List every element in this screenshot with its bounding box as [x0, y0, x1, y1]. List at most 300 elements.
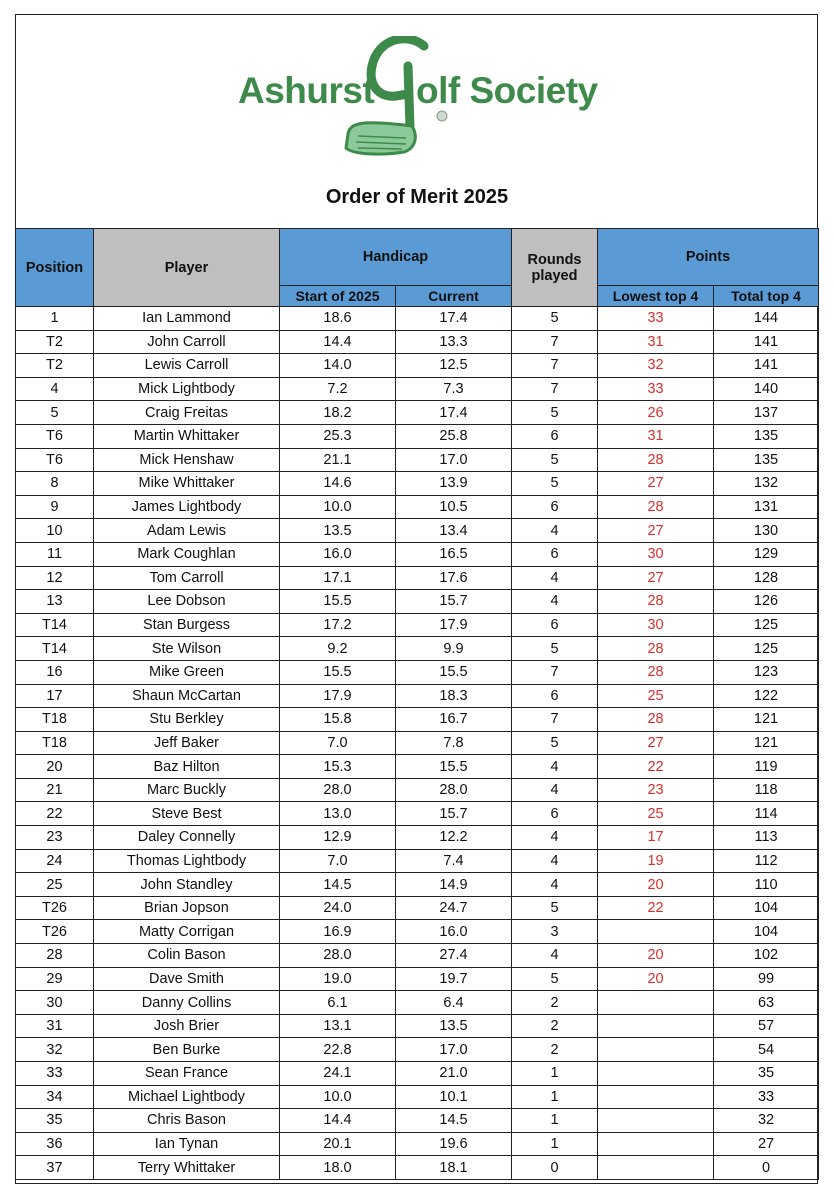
cell-handicap-start: 20.1 — [280, 1132, 396, 1156]
table-row — [16, 826, 819, 850]
cell-total-top-4: 144 — [714, 307, 819, 331]
cell-total-top-4: 99 — [714, 967, 819, 991]
cell-handicap-current: 19.7 — [396, 967, 512, 991]
cell-handicap-current: 7.4 — [396, 849, 512, 873]
cell-lowest-top-4 — [598, 1014, 714, 1038]
cell-position: T26 — [16, 920, 94, 944]
cell-handicap-current: 19.6 — [396, 1132, 512, 1156]
cell-position: T14 — [16, 637, 94, 661]
cell-rounds: 5 — [512, 637, 598, 661]
cell-lowest-top-4: 27 — [598, 519, 714, 543]
cell-position: 17 — [16, 684, 94, 708]
page-title: Order of Merit 2025 — [325, 186, 509, 208]
cell-total-top-4: 135 — [714, 424, 819, 448]
table-row — [16, 354, 819, 378]
cell-handicap-start: 28.0 — [280, 944, 396, 968]
cell-total-top-4: 114 — [714, 802, 819, 826]
cell-handicap-start: 24.1 — [280, 1062, 396, 1086]
cell-player: Mick Henshaw — [94, 448, 280, 472]
cell-position: 22 — [16, 802, 94, 826]
cell-lowest-top-4 — [598, 1156, 714, 1180]
cell-handicap-start: 16.0 — [280, 542, 396, 566]
cell-total-top-4: 132 — [714, 472, 819, 496]
cell-lowest-top-4 — [598, 1085, 714, 1109]
table-row — [16, 1156, 819, 1180]
cell-position: 10 — [16, 519, 94, 543]
cell-lowest-top-4: 28 — [598, 448, 714, 472]
cell-handicap-start: 18.6 — [280, 307, 396, 331]
cell-player: Daley Connelly — [94, 826, 280, 850]
cell-position: 37 — [16, 1156, 94, 1180]
cell-lowest-top-4: 25 — [598, 684, 714, 708]
table-row — [16, 684, 819, 708]
table-row — [16, 519, 819, 543]
cell-handicap-current: 27.4 — [396, 944, 512, 968]
cell-player: Lewis Carroll — [94, 354, 280, 378]
cell-lowest-top-4: 20 — [598, 944, 714, 968]
cell-total-top-4: 121 — [714, 731, 819, 755]
table-row — [16, 448, 819, 472]
cell-handicap-current: 12.2 — [396, 826, 512, 850]
table-row — [16, 967, 819, 991]
cell-total-top-4: 126 — [714, 590, 819, 614]
cell-lowest-top-4: 27 — [598, 472, 714, 496]
cell-total-top-4: 137 — [714, 401, 819, 425]
cell-position: T6 — [16, 448, 94, 472]
table-row — [16, 708, 819, 732]
cell-position: 11 — [16, 542, 94, 566]
cell-handicap-current: 14.5 — [396, 1109, 512, 1133]
cell-handicap-current: 15.7 — [396, 802, 512, 826]
cell-total-top-4: 113 — [714, 826, 819, 850]
table-row — [16, 1109, 819, 1133]
cell-rounds: 4 — [512, 755, 598, 779]
table-row — [16, 495, 819, 519]
cell-total-top-4: 125 — [714, 613, 819, 637]
cell-total-top-4: 140 — [714, 377, 819, 401]
cell-rounds: 4 — [512, 590, 598, 614]
cell-handicap-current: 16.5 — [396, 542, 512, 566]
cell-player: John Carroll — [94, 330, 280, 354]
cell-player: Shaun McCartan — [94, 684, 280, 708]
cell-rounds: 4 — [512, 826, 598, 850]
table-row — [16, 542, 819, 566]
cell-handicap-current: 16.7 — [396, 708, 512, 732]
cell-handicap-current: 10.5 — [396, 495, 512, 519]
cell-player: Michael Lightbody — [94, 1085, 280, 1109]
cell-total-top-4: 125 — [714, 637, 819, 661]
cell-handicap-current: 16.0 — [396, 920, 512, 944]
cell-player: Josh Brier — [94, 1014, 280, 1038]
cell-handicap-current: 13.9 — [396, 472, 512, 496]
cell-rounds: 2 — [512, 991, 598, 1015]
cell-handicap-start: 7.2 — [280, 377, 396, 401]
table-row — [16, 637, 819, 661]
cell-position: 30 — [16, 991, 94, 1015]
cell-rounds: 7 — [512, 330, 598, 354]
cell-lowest-top-4: 20 — [598, 967, 714, 991]
table-row — [16, 755, 819, 779]
cell-rounds: 7 — [512, 708, 598, 732]
cell-rounds: 0 — [512, 1156, 598, 1180]
table-row — [16, 377, 819, 401]
cell-total-top-4: 123 — [714, 660, 819, 684]
cell-handicap-start: 18.2 — [280, 401, 396, 425]
cell-handicap-start: 14.4 — [280, 1109, 396, 1133]
cell-player: Adam Lewis — [94, 519, 280, 543]
cell-total-top-4: 63 — [714, 991, 819, 1015]
header-total-top-4: Total top 4 — [714, 286, 819, 307]
cell-handicap-start: 7.0 — [280, 849, 396, 873]
order-of-merit-table — [15, 228, 819, 1180]
cell-handicap-current: 9.9 — [396, 637, 512, 661]
cell-handicap-current: 13.4 — [396, 519, 512, 543]
table-row — [16, 1038, 819, 1062]
cell-handicap-start: 15.5 — [280, 590, 396, 614]
cell-total-top-4: 128 — [714, 566, 819, 590]
cell-lowest-top-4: 32 — [598, 354, 714, 378]
cell-total-top-4: 0 — [714, 1156, 819, 1180]
cell-rounds: 2 — [512, 1014, 598, 1038]
cell-handicap-current: 17.6 — [396, 566, 512, 590]
cell-handicap-current: 21.0 — [396, 1062, 512, 1086]
table-row — [16, 1014, 819, 1038]
cell-rounds: 5 — [512, 967, 598, 991]
logo-text-golf-society: olf Society — [416, 70, 598, 111]
cell-total-top-4: 27 — [714, 1132, 819, 1156]
cell-total-top-4: 104 — [714, 920, 819, 944]
cell-handicap-current: 12.5 — [396, 354, 512, 378]
cell-lowest-top-4: 27 — [598, 566, 714, 590]
cell-handicap-current: 24.7 — [396, 896, 512, 920]
cell-player: Stan Burgess — [94, 613, 280, 637]
cell-rounds: 7 — [512, 377, 598, 401]
cell-rounds: 7 — [512, 660, 598, 684]
cell-handicap-start: 13.5 — [280, 519, 396, 543]
cell-handicap-start: 17.1 — [280, 566, 396, 590]
cell-rounds: 6 — [512, 684, 598, 708]
cell-handicap-start: 14.4 — [280, 330, 396, 354]
cell-handicap-current: 17.0 — [396, 448, 512, 472]
cell-player: Chris Bason — [94, 1109, 280, 1133]
logo-text-ashurst: Ashurst — [238, 70, 375, 111]
cell-handicap-current: 25.8 — [396, 424, 512, 448]
cell-total-top-4: 118 — [714, 778, 819, 802]
cell-handicap-start: 13.1 — [280, 1014, 396, 1038]
table-row — [16, 802, 819, 826]
cell-rounds: 6 — [512, 424, 598, 448]
cell-handicap-start: 15.5 — [280, 660, 396, 684]
cell-position: T2 — [16, 330, 94, 354]
cell-handicap-current: 7.3 — [396, 377, 512, 401]
cell-total-top-4: 110 — [714, 873, 819, 897]
cell-rounds: 5 — [512, 472, 598, 496]
cell-handicap-start: 7.0 — [280, 731, 396, 755]
cell-position: T14 — [16, 613, 94, 637]
header-player: Player — [94, 229, 280, 307]
table-row — [16, 920, 819, 944]
cell-lowest-top-4: 33 — [598, 377, 714, 401]
cell-rounds: 4 — [512, 566, 598, 590]
cell-player: Terry Whittaker — [94, 1156, 280, 1180]
cell-player: Baz Hilton — [94, 755, 280, 779]
cell-handicap-start: 9.2 — [280, 637, 396, 661]
table-row — [16, 424, 819, 448]
cell-handicap-current: 13.5 — [396, 1014, 512, 1038]
table-row — [16, 307, 819, 331]
cell-rounds: 5 — [512, 896, 598, 920]
cell-handicap-start: 14.5 — [280, 873, 396, 897]
cell-player: Danny Collins — [94, 991, 280, 1015]
cell-lowest-top-4: 26 — [598, 401, 714, 425]
table-row — [16, 401, 819, 425]
cell-position: 13 — [16, 590, 94, 614]
cell-handicap-current: 17.4 — [396, 307, 512, 331]
header-handicap: Handicap — [280, 229, 512, 286]
cell-lowest-top-4: 25 — [598, 802, 714, 826]
cell-total-top-4: 135 — [714, 448, 819, 472]
cell-rounds: 1 — [512, 1109, 598, 1133]
cell-position: 16 — [16, 660, 94, 684]
cell-handicap-start: 13.0 — [280, 802, 396, 826]
cell-total-top-4: 129 — [714, 542, 819, 566]
table-row — [16, 944, 819, 968]
cell-rounds: 4 — [512, 873, 598, 897]
cell-rounds: 4 — [512, 519, 598, 543]
cell-player: Thomas Lightbody — [94, 849, 280, 873]
cell-position: 32 — [16, 1038, 94, 1062]
cell-handicap-current: 13.3 — [396, 330, 512, 354]
cell-player: Mark Coughlan — [94, 542, 280, 566]
cell-position: 29 — [16, 967, 94, 991]
cell-rounds: 4 — [512, 849, 598, 873]
cell-total-top-4: 122 — [714, 684, 819, 708]
cell-handicap-current: 17.4 — [396, 401, 512, 425]
cell-total-top-4: 102 — [714, 944, 819, 968]
cell-total-top-4: 121 — [714, 708, 819, 732]
cell-player: Brian Jopson — [94, 896, 280, 920]
cell-rounds: 1 — [512, 1085, 598, 1109]
cell-lowest-top-4: 27 — [598, 731, 714, 755]
table-row — [16, 566, 819, 590]
cell-position: 9 — [16, 495, 94, 519]
cell-total-top-4: 130 — [714, 519, 819, 543]
cell-handicap-start: 12.9 — [280, 826, 396, 850]
cell-handicap-start: 14.0 — [280, 354, 396, 378]
cell-position: 1 — [16, 307, 94, 331]
table-row — [16, 472, 819, 496]
cell-rounds: 5 — [512, 401, 598, 425]
cell-rounds: 5 — [512, 448, 598, 472]
cell-lowest-top-4: 23 — [598, 778, 714, 802]
cell-total-top-4: 141 — [714, 330, 819, 354]
table-row — [16, 849, 819, 873]
cell-lowest-top-4: 30 — [598, 542, 714, 566]
cell-position: 34 — [16, 1085, 94, 1109]
header-position: Position — [16, 229, 94, 307]
cell-handicap-start: 19.0 — [280, 967, 396, 991]
cell-total-top-4: 141 — [714, 354, 819, 378]
table-row — [16, 613, 819, 637]
cell-handicap-current: 18.1 — [396, 1156, 512, 1180]
cell-player: Ian Tynan — [94, 1132, 280, 1156]
header-rounds-played — [512, 229, 598, 307]
cell-position: 21 — [16, 778, 94, 802]
society-logo — [238, 36, 598, 166]
cell-position: 25 — [16, 873, 94, 897]
cell-lowest-top-4: 20 — [598, 873, 714, 897]
table-row — [16, 1085, 819, 1109]
cell-lowest-top-4: 31 — [598, 424, 714, 448]
cell-handicap-start: 24.0 — [280, 896, 396, 920]
cell-handicap-current: 10.1 — [396, 1085, 512, 1109]
cell-player: Dave Smith — [94, 967, 280, 991]
cell-total-top-4: 131 — [714, 495, 819, 519]
cell-rounds: 1 — [512, 1132, 598, 1156]
cell-total-top-4: 54 — [714, 1038, 819, 1062]
cell-rounds: 2 — [512, 1038, 598, 1062]
cell-position: 20 — [16, 755, 94, 779]
cell-handicap-current: 15.7 — [396, 590, 512, 614]
cell-handicap-start: 10.0 — [280, 495, 396, 519]
cell-lowest-top-4 — [598, 1132, 714, 1156]
table-row — [16, 330, 819, 354]
cell-position: T26 — [16, 896, 94, 920]
cell-handicap-start: 17.9 — [280, 684, 396, 708]
cell-position: T18 — [16, 708, 94, 732]
cell-handicap-start: 15.8 — [280, 708, 396, 732]
cell-lowest-top-4 — [598, 920, 714, 944]
cell-player: Mike Green — [94, 660, 280, 684]
cell-rounds: 5 — [512, 731, 598, 755]
table-row — [16, 1062, 819, 1086]
cell-lowest-top-4: 28 — [598, 660, 714, 684]
cell-lowest-top-4: 28 — [598, 495, 714, 519]
cell-player: Matty Corrigan — [94, 920, 280, 944]
table-body — [16, 307, 819, 1180]
cell-player: Stu Berkley — [94, 708, 280, 732]
cell-rounds: 6 — [512, 613, 598, 637]
cell-position: 33 — [16, 1062, 94, 1086]
cell-total-top-4: 33 — [714, 1085, 819, 1109]
cell-handicap-current: 7.8 — [396, 731, 512, 755]
cell-rounds: 6 — [512, 495, 598, 519]
cell-player: Steve Best — [94, 802, 280, 826]
cell-player: Marc Buckly — [94, 778, 280, 802]
cell-total-top-4: 119 — [714, 755, 819, 779]
cell-handicap-start: 14.6 — [280, 472, 396, 496]
cell-rounds: 1 — [512, 1062, 598, 1086]
table-row — [16, 873, 819, 897]
cell-position: 36 — [16, 1132, 94, 1156]
cell-lowest-top-4: 17 — [598, 826, 714, 850]
cell-player: Martin Whittaker — [94, 424, 280, 448]
header-current: Current — [396, 286, 512, 307]
cell-position: 12 — [16, 566, 94, 590]
cell-player: Mike Whittaker — [94, 472, 280, 496]
cell-handicap-start: 17.2 — [280, 613, 396, 637]
cell-position: 24 — [16, 849, 94, 873]
cell-total-top-4: 104 — [714, 896, 819, 920]
table-row — [16, 991, 819, 1015]
cell-handicap-start: 10.0 — [280, 1085, 396, 1109]
cell-position: 23 — [16, 826, 94, 850]
header-rounds-line1: Rounds — [527, 251, 582, 268]
cell-player: Jeff Baker — [94, 731, 280, 755]
cell-rounds: 7 — [512, 354, 598, 378]
cell-handicap-start: 6.1 — [280, 991, 396, 1015]
cell-rounds: 5 — [512, 307, 598, 331]
cell-handicap-start: 18.0 — [280, 1156, 396, 1180]
cell-handicap-current: 15.5 — [396, 755, 512, 779]
cell-lowest-top-4: 28 — [598, 590, 714, 614]
cell-lowest-top-4: 22 — [598, 755, 714, 779]
cell-player: Tom Carroll — [94, 566, 280, 590]
header-points: Points — [598, 229, 819, 286]
cell-rounds: 4 — [512, 778, 598, 802]
cell-position: 31 — [16, 1014, 94, 1038]
cell-player: Ste Wilson — [94, 637, 280, 661]
header-rounds-line2: played — [531, 267, 578, 284]
cell-player: Craig Freitas — [94, 401, 280, 425]
cell-position: 35 — [16, 1109, 94, 1133]
cell-handicap-start: 21.1 — [280, 448, 396, 472]
cell-player: Ian Lammond — [94, 307, 280, 331]
cell-handicap-start: 25.3 — [280, 424, 396, 448]
cell-handicap-current: 18.3 — [396, 684, 512, 708]
cell-lowest-top-4: 19 — [598, 849, 714, 873]
header-start-of-2025: Start of 2025 — [280, 286, 396, 307]
cell-handicap-current: 17.0 — [396, 1038, 512, 1062]
cell-total-top-4: 112 — [714, 849, 819, 873]
cell-position: T2 — [16, 354, 94, 378]
table-row — [16, 590, 819, 614]
cell-handicap-start: 22.8 — [280, 1038, 396, 1062]
cell-player: Lee Dobson — [94, 590, 280, 614]
cell-handicap-start: 15.3 — [280, 755, 396, 779]
cell-player: Sean France — [94, 1062, 280, 1086]
cell-handicap-current: 17.9 — [396, 613, 512, 637]
cell-position: 28 — [16, 944, 94, 968]
cell-position: 4 — [16, 377, 94, 401]
cell-player: Ben Burke — [94, 1038, 280, 1062]
cell-lowest-top-4 — [598, 991, 714, 1015]
cell-lowest-top-4 — [598, 1038, 714, 1062]
cell-lowest-top-4: 31 — [598, 330, 714, 354]
table-row — [16, 660, 819, 684]
cell-rounds: 4 — [512, 944, 598, 968]
cell-lowest-top-4: 28 — [598, 637, 714, 661]
cell-lowest-top-4: 33 — [598, 307, 714, 331]
cell-handicap-start: 16.9 — [280, 920, 396, 944]
cell-rounds: 6 — [512, 802, 598, 826]
cell-handicap-current: 6.4 — [396, 991, 512, 1015]
cell-lowest-top-4 — [598, 1062, 714, 1086]
cell-lowest-top-4 — [598, 1109, 714, 1133]
cell-rounds: 6 — [512, 542, 598, 566]
cell-player: James Lightbody — [94, 495, 280, 519]
cell-handicap-current: 28.0 — [396, 778, 512, 802]
table-row — [16, 778, 819, 802]
cell-total-top-4: 35 — [714, 1062, 819, 1086]
cell-player: John Standley — [94, 873, 280, 897]
cell-position: T18 — [16, 731, 94, 755]
cell-player: Colin Bason — [94, 944, 280, 968]
table-row — [16, 731, 819, 755]
cell-position: 5 — [16, 401, 94, 425]
cell-player: Mick Lightbody — [94, 377, 280, 401]
cell-lowest-top-4: 22 — [598, 896, 714, 920]
